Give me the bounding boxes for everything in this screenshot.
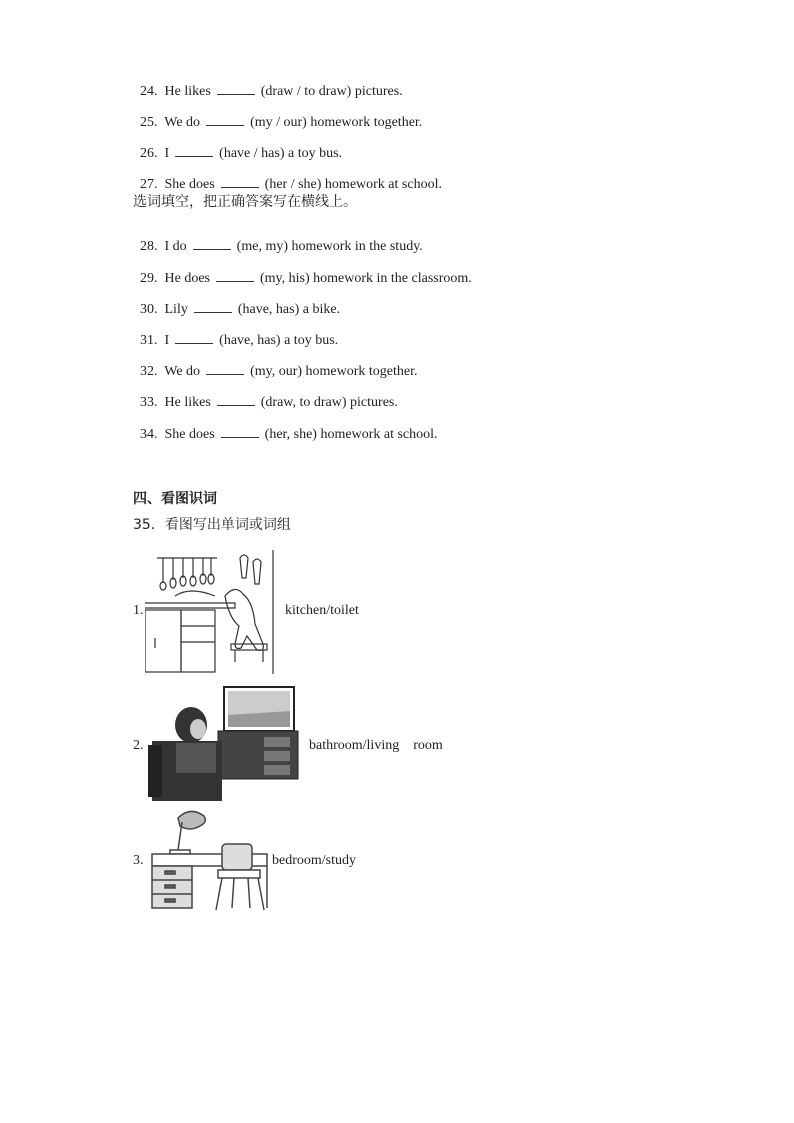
item-number: 32. (140, 364, 158, 379)
item-text: (her, she) homework at school. (264, 427, 438, 442)
exercise-item-32 (133, 348, 418, 380)
item-number: 34. (140, 427, 158, 442)
section-heading: 四、看图识词 (133, 491, 217, 507)
kitchen-illustration-icon (145, 548, 280, 681)
item-number: 33. (140, 395, 158, 410)
item-number: 25. (140, 115, 158, 130)
item-text: She does (164, 427, 215, 442)
item-text: (draw / to draw) pictures. (260, 84, 403, 99)
answer-blank[interactable] (206, 115, 244, 126)
item-text: I do (164, 239, 187, 254)
answer-blank[interactable] (193, 239, 231, 250)
study-desk-illustration-icon (150, 808, 275, 918)
item-number: 29. (140, 271, 158, 286)
item-number: 27. (140, 177, 158, 192)
item-text: We do (164, 364, 201, 379)
exercise-item-33 (133, 379, 398, 411)
instruction-text: 选词填空，把正确答案写在横线上。 (133, 194, 357, 210)
exercise-item-30 (133, 286, 340, 318)
exercise-item-24 (133, 68, 403, 100)
answer-blank[interactable] (175, 333, 213, 344)
item-text: He does (164, 271, 210, 286)
item-number: 28. (140, 239, 158, 254)
item-text: (draw, to draw) pictures. (260, 395, 398, 410)
answer-blank[interactable] (194, 302, 232, 313)
picture-number: 3. (133, 853, 144, 868)
answer-blank[interactable] (206, 364, 244, 375)
answer-blank[interactable] (221, 177, 259, 188)
item-text: (my, his) homework in the classroom. (260, 271, 472, 286)
item-text: (my / our) homework together. (250, 115, 423, 130)
exercise-item-29 (133, 255, 472, 287)
tv-room-illustration-icon (146, 685, 301, 810)
item-text: I (164, 333, 170, 348)
item-text: I (164, 146, 170, 161)
picture-answer: kitchen/toilet (285, 603, 359, 618)
question-35: 35．看图写出单词或词组 (133, 517, 291, 533)
item-text: (her / she) homework at school. (264, 177, 442, 192)
answer-blank[interactable] (216, 271, 254, 282)
picture-number: 1. (133, 603, 144, 618)
exercise-item-27 (133, 161, 442, 193)
picture-answer: bedroom/study (272, 853, 356, 868)
answer-blank[interactable] (217, 84, 255, 95)
item-text: Lily (164, 302, 188, 317)
item-number: 26. (140, 146, 158, 161)
answer-blank[interactable] (175, 146, 213, 157)
exercise-item-28 (133, 223, 423, 255)
item-number: 30. (140, 302, 158, 317)
item-text: (me, my) homework in the study. (236, 239, 423, 254)
item-text: He likes (164, 395, 211, 410)
item-text: (my, our) homework together. (250, 364, 418, 379)
picture-number: 2. (133, 738, 144, 753)
item-number: 24. (140, 84, 158, 99)
item-text: (have, has) a toy bus. (219, 333, 339, 348)
picture-answer: bathroom/living room (309, 738, 443, 753)
answer-blank[interactable] (221, 427, 259, 438)
exercise-item-25 (133, 99, 422, 131)
item-text: He likes (164, 84, 211, 99)
answer-blank[interactable] (217, 395, 255, 406)
exercise-item-34 (133, 411, 438, 443)
item-text: (have / has) a toy bus. (219, 146, 343, 161)
exercise-item-26 (133, 130, 342, 162)
exercise-item-31 (133, 317, 338, 349)
item-text: She does (164, 177, 215, 192)
item-number: 31. (140, 333, 158, 348)
item-text: (have, has) a bike. (237, 302, 341, 317)
item-text: We do (164, 115, 201, 130)
